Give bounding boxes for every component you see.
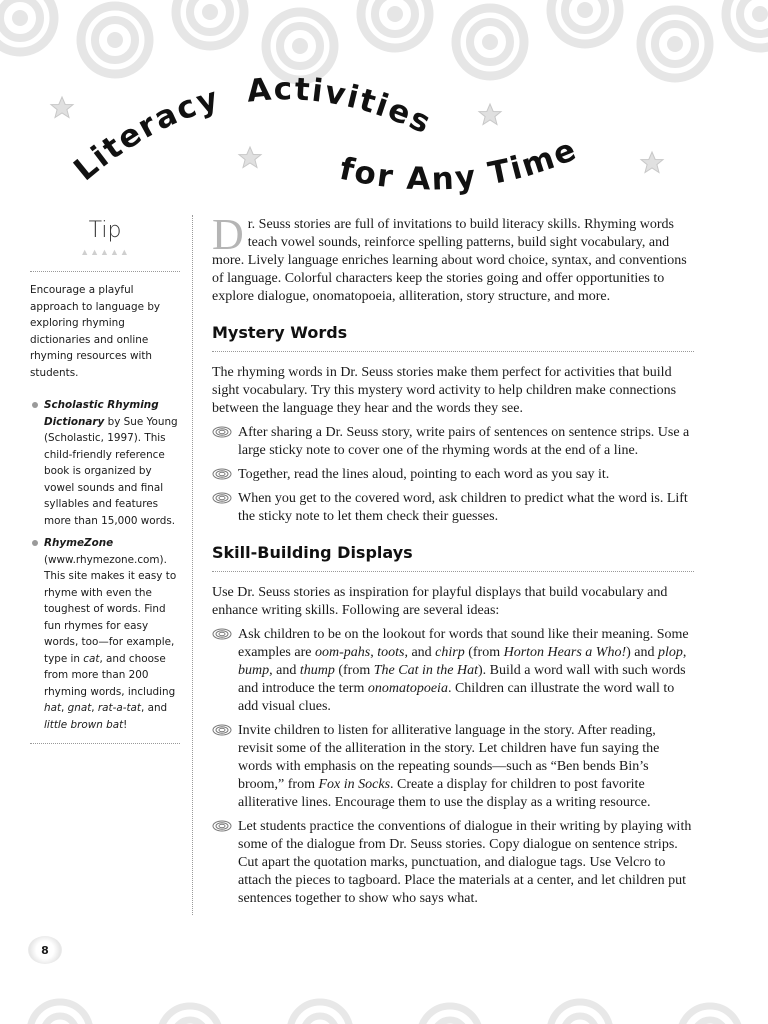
tip-ornament: ▲▲▲▲▲: [80, 247, 130, 257]
tip-divider: [30, 271, 180, 272]
resource-title: RhymeZone: [44, 537, 114, 549]
list-item: Together, read the lines aloud, pointing to each word as you say it.: [212, 466, 694, 484]
main-column: [212, 210, 694, 908]
column-divider: [192, 215, 193, 915]
tip-heading: Tip: [88, 218, 122, 243]
list-item: After sharing a Dr. Seuss story, write pairs of sentences on sentence strips. Use a large sticky note to cover one of the rhyming words at the end of a line.: [212, 424, 694, 460]
list-item: Invite children to listen for alliterative language in the story. After reading, revisit some of the alliteration in the story. Let children have fun saying the words with emphasis on the repeating sounds—such as “Ben bends Bin’s broom,” from Fox in Socks. Create a display for children to post favorite alliterative lines. Encourage them to use the display as a writing resource.: [212, 722, 694, 812]
page-title: [0, 60, 768, 210]
list-item: Ask children to be on the lookout for words that sound like their meaning. Some examples are oom-pahs, toots, and chirp (from Horton Hears a Who!) and plop, bump, and thump (from The Cat in the Hat). Build a word wall with such words and introduce the term onomatopoeia. Children can illustrate the word wall to add visual clues.: [212, 626, 694, 716]
resource-list: [30, 397, 180, 733]
spiral-bullet-icon: [212, 468, 232, 480]
tip-intro: Encourage a playful approach to language by exploring rhyming dictionaries and online rhyming resources with students.: [30, 284, 161, 379]
mystery-words-list: [212, 424, 694, 526]
list-item: When you get to the covered word, ask children to predict what the word is. Lift the sticky note to let them check their guesses.: [212, 490, 694, 526]
resource-title: Scholastic Rhyming Dictionary: [44, 399, 159, 428]
tip-bottom-divider: [30, 743, 180, 744]
star-icon: [239, 147, 261, 168]
skill-building-heading: Skill-Building Displays: [212, 544, 694, 572]
spiral-bullet-icon: [212, 724, 232, 736]
resource-item: Scholastic Rhyming Dictionary by Sue Young (Scholastic, 1997). This child-friendly reference book is organized by vowel sounds and final syllables and features more than 15,000 words.: [30, 397, 180, 529]
list-item: Let students practice the conventions of dialogue in their writing by playing with some of the dialogue from Dr. Seuss stories. Copy dialogue on sentence strips. Cut apart the quotation marks, punctuation, and dialogue tags. Use Velcro to attach the pieces to tagboard. Place the materials at a center, and let children put sentences together to show who says what.: [212, 818, 694, 908]
star-icon: [479, 104, 501, 125]
spiral-bullet-icon: [212, 426, 232, 438]
resource-item: RhymeZone (www.rhymezone.com). This site makes it easy to rhyme with even the toughest of words. Find fun rhymes for easy words, too—for example, type in cat, and choose from more than 200 rhyming words, including hat, gnat, rat-a-tat, and little brown bat!: [30, 535, 180, 733]
star-icon: [641, 152, 663, 173]
spiral-bullet-icon: [212, 628, 232, 640]
drop-cap: D: [212, 210, 244, 259]
svg-text:for Any Time: [336, 131, 582, 197]
title-line-2: for Any Time: [336, 131, 583, 198]
intro-paragraph: Dr. Seuss stories are full of invitations to build literacy skills. Rhyming words teach vowel sounds, reinforce spelling patterns, build sight vocabulary, and more. Lively language enriches learning about word choice, syntax, and conventions of language. Colorful characters keep the stories going and offer opportunities to explore dialogue, onomatopoeia, alliteration, story structure, and more.: [212, 210, 687, 304]
spiral-bullet-icon: [212, 820, 232, 832]
mystery-words-body: The rhyming words in Dr. Seuss stories make them perfect for activities that build sight vocabulary. Try this mystery word activity to help children make connections between the language they hear and the words they see.: [212, 365, 677, 416]
skill-building-list: [212, 626, 694, 908]
title-word-activities: Activities: [245, 71, 438, 142]
spiral-bullet-icon: [212, 492, 232, 504]
mystery-words-heading: Mystery Words: [212, 324, 694, 352]
tip-sidebar: [30, 212, 180, 744]
bottom-swirl-border: [0, 992, 768, 1024]
title-word-literacy: Literacy: [67, 80, 224, 189]
skill-building-body: Use Dr. Seuss stories as inspiration for playful displays that build vocabulary and enhance writing skills. Following are several ideas:: [212, 585, 668, 618]
star-icon: [51, 97, 73, 118]
page-number: 8: [28, 936, 62, 964]
